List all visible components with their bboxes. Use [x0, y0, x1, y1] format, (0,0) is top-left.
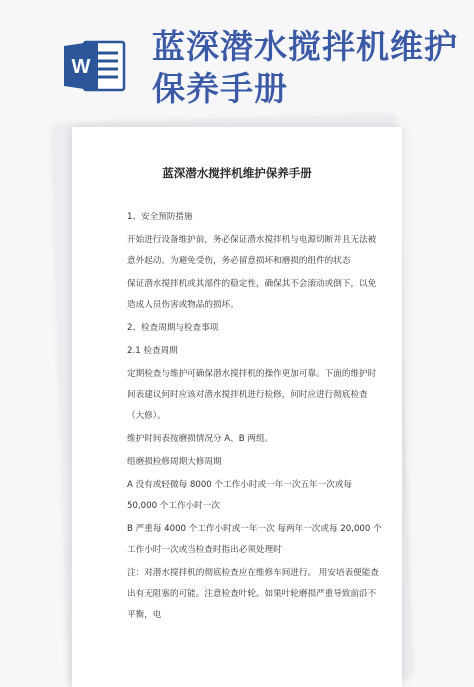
page-title: 蓝深潜水搅拌机维护保养手册 — [152, 27, 458, 108]
paragraph: 开始进行设备维护前，务必保证潜水搅拌机与电源切断并且无法被意外起动。为避免受伤，务必留意损坏和磨损的组件的状态 — [127, 235, 377, 266]
word-icon-letter: W — [71, 56, 91, 78]
document-page — [72, 127, 402, 687]
paragraph: 定期检查与维护可确保潜水搅拌机的操作更加可靠。下面的维护时间表建议何时应该对潜水搅拌机进行检修，何时应进行彻底检查（大修）。 — [127, 369, 377, 421]
document-title: 蓝深潜水搅拌机维护保养手册 — [162, 166, 312, 180]
paragraph: 注：对潜水搅拌机的彻底检查应在维修车间进行。 用安培表便能查出有无阻塞的可能。注意检查叶轮。如果叶轮磨损严重导致前沿不平衡，电 — [127, 568, 379, 620]
document-body — [113, 207, 383, 628]
section-heading: 2、检查周期与检查事项 — [127, 323, 219, 333]
paragraph: B 严重每 4000 个工作小时或一年一次 每两年一次或每 20,000 个工作小时一次或当检查时指出必须处理时 — [127, 524, 382, 555]
word-document-icon — [62, 38, 126, 94]
section-heading: 1、安全预防措施 — [127, 212, 193, 222]
paragraph: A 没有或轻微每 8000 个工作小时或一年一次五年一次或每 50,000 个工作小时一次 — [127, 480, 353, 511]
paragraph: 维护时间表按磨损情况分 A、B 两组。 — [127, 434, 274, 444]
page-header — [0, 0, 474, 108]
paragraph: 保证潜水搅拌机或其部件的稳定性，确保其不会滚动或倒下，以免造成人员伤害或物品的损坏。 — [127, 279, 377, 310]
subsection-heading: 2.1 检查周期 — [127, 346, 178, 356]
paragraph: 组磨损检修周期大修周期 — [127, 457, 222, 467]
